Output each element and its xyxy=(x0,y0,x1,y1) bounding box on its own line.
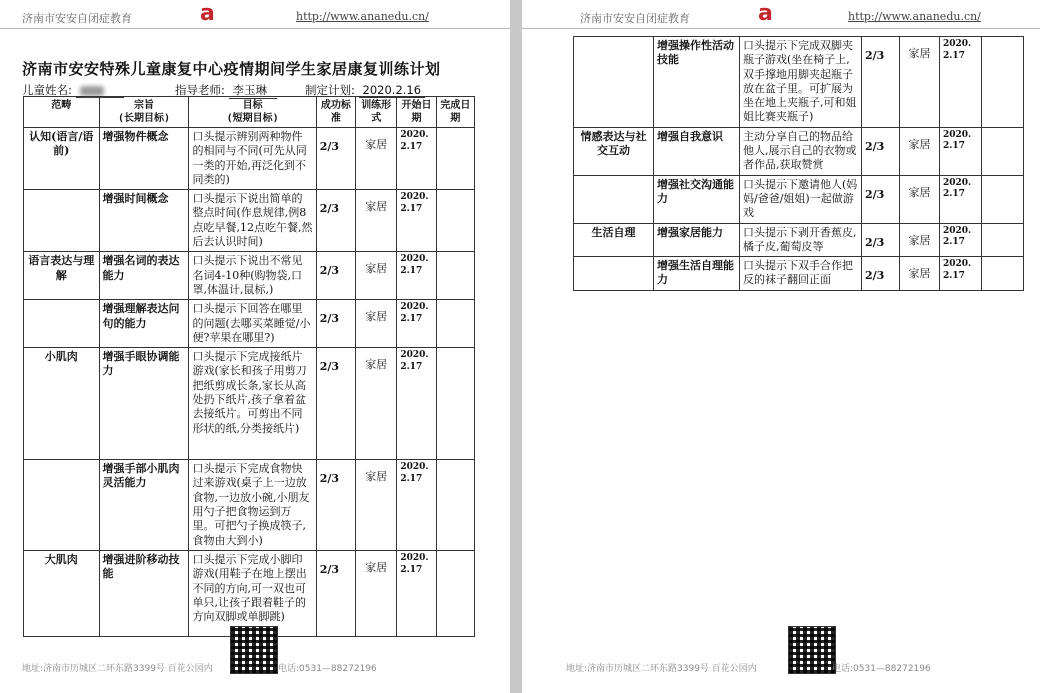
logo-icon: a xyxy=(758,1,773,26)
cell-end-date xyxy=(436,190,474,252)
logo-icon: a xyxy=(200,1,215,26)
cell-success-standard: 2/3 xyxy=(862,37,900,128)
corner-mark xyxy=(486,665,502,681)
cell-domain: 情感表达与社交互动 xyxy=(574,127,654,175)
plan-date-field: 制定计划: 2020.2.16 xyxy=(305,82,425,98)
cell-domain xyxy=(24,190,100,252)
cell-long-term-goal: 增强自我意识 xyxy=(654,127,740,175)
child-name-field: 儿童姓名: xyxy=(22,82,124,98)
cell-training-form: 家居 xyxy=(356,252,397,300)
cell-end-date xyxy=(436,252,474,300)
header-start-date: 开始日期 xyxy=(397,97,436,128)
footer-tel: 电话:0531—88272196 xyxy=(832,664,931,674)
cell-long-term-goal: 增强生活自理能力 xyxy=(654,257,740,291)
training-plan-table xyxy=(23,96,475,637)
header-short-term: 目标 (短期目标) xyxy=(189,97,316,128)
cell-training-form: 家居 xyxy=(900,37,940,128)
table-row xyxy=(574,175,1024,223)
cell-training-form: 家居 xyxy=(356,460,397,551)
teacher-field: 指导老师: 李玉琳 xyxy=(175,82,277,99)
cell-training-form: 家居 xyxy=(356,128,397,190)
cell-short-term-goal: 口头提示下双手合作把反的袜子翻回正面 xyxy=(740,257,862,291)
header-domain: 范畴 xyxy=(24,97,100,128)
qr-code-icon xyxy=(788,626,836,674)
cell-long-term-goal: 增强进阶移动技能 xyxy=(99,550,189,636)
qr-code-icon xyxy=(230,626,278,674)
cell-end-date xyxy=(982,175,1024,223)
training-plan-table-continued xyxy=(573,36,1024,291)
cell-success-standard: 2/3 xyxy=(862,257,900,291)
table-row xyxy=(24,252,475,300)
document-title: 济南市安安特殊儿童康复中心疫情期间学生家居康复训练计划 xyxy=(22,60,441,78)
cell-long-term-goal: 增强社交沟通能力 xyxy=(654,175,740,223)
cell-long-term-goal: 增强物件概念 xyxy=(99,128,189,190)
cell-success-standard: 2/3 xyxy=(316,190,355,252)
cell-domain xyxy=(24,300,100,348)
cell-training-form: 家居 xyxy=(356,300,397,348)
footer-address: 地址:济南市历城区二环东路3399号 百花公园内 xyxy=(22,664,213,674)
cell-start-date: 2020.2.17 xyxy=(940,175,982,223)
cell-short-term-goal: 口头提示下回答在哪里的问题(去哪买菜睡觉/小便?苹果在哪里?) xyxy=(189,300,316,348)
cell-training-form: 家居 xyxy=(356,190,397,252)
cell-training-form: 家居 xyxy=(900,257,940,291)
header-standard: 成功标准 xyxy=(316,97,355,128)
cell-short-term-goal: 口头提示辨别两种物件的相同与不同(可先从同一类的开始,再泛化到不同类的) xyxy=(189,128,316,190)
org-name: 济南市安安自闭症教育 xyxy=(22,12,132,25)
table-row xyxy=(574,127,1024,175)
cell-training-form: 家居 xyxy=(900,127,940,175)
cell-training-form: 家居 xyxy=(900,223,940,257)
cell-end-date xyxy=(982,37,1024,128)
cell-short-term-goal: 口头提示下剥开香蕉皮,橘子皮,葡萄皮等 xyxy=(740,223,862,257)
cell-training-form: 家居 xyxy=(900,175,940,223)
table-row xyxy=(24,460,475,551)
cell-end-date xyxy=(982,223,1024,257)
cell-success-standard: 2/3 xyxy=(316,300,355,348)
document-page-2 xyxy=(522,0,1040,693)
website-link[interactable]: http://www.ananedu.cn/ xyxy=(848,10,981,23)
cell-long-term-goal: 增强操作性活动技能 xyxy=(654,37,740,128)
cell-short-term-goal: 口头提示下完成双脚夹瓶子游戏(坐在椅子上,双手撑地用脚夹起瓶子放在盆子里。可扩展为坐在地上夹瓶子,可和姐姐比赛夹瓶子) xyxy=(740,37,862,128)
cell-success-standard: 2/3 xyxy=(862,127,900,175)
page-footer xyxy=(0,623,510,693)
cell-start-date: 2020.2.17 xyxy=(397,300,436,348)
cell-domain xyxy=(574,37,654,128)
cell-training-form: 家居 xyxy=(356,348,397,460)
cell-short-term-goal: 口头提示下邀请他人(妈妈/爸爸/姐姐)一起做游戏 xyxy=(740,175,862,223)
cell-start-date: 2020.2.17 xyxy=(397,550,436,636)
cell-long-term-goal: 增强手眼协调能力 xyxy=(99,348,189,460)
cell-domain: 生活自理 xyxy=(574,223,654,257)
cell-long-term-goal: 增强时间概念 xyxy=(99,190,189,252)
cell-success-standard: 2/3 xyxy=(316,460,355,551)
document-page-1 xyxy=(0,0,510,693)
table-row xyxy=(24,128,475,190)
org-name: 济南市安安自闭症教育 xyxy=(580,12,690,25)
cell-short-term-goal: 主动分享自己的物品给他人,展示自己的衣物或者作品,获取赞赏 xyxy=(740,127,862,175)
cell-long-term-goal: 增强理解表达问句的能力 xyxy=(99,300,189,348)
footer-address: 地址:济南市历城区二环东路3399号 百花公园内 xyxy=(566,664,757,674)
table-row xyxy=(24,190,475,252)
page-header xyxy=(522,0,1040,29)
website-link[interactable]: http://www.ananedu.cn/ xyxy=(296,10,429,23)
cell-domain: 小肌肉 xyxy=(24,348,100,460)
cell-domain xyxy=(574,175,654,223)
table-row xyxy=(24,348,475,460)
page-gap xyxy=(510,0,522,693)
teacher-name: 李玉琳 xyxy=(229,82,277,99)
cell-long-term-goal: 增强家居能力 xyxy=(654,223,740,257)
table-row xyxy=(574,37,1024,128)
page-footer xyxy=(522,623,1040,693)
table-row xyxy=(574,223,1024,257)
cell-short-term-goal: 口头提示下完成接纸片游戏(家长和孩子用剪刀把纸剪成长条,家长从高处扔下纸片,孩子拿着盆去接纸片。可剪出不同形状的纸,分类接纸片) xyxy=(189,348,316,460)
cell-domain xyxy=(574,257,654,291)
cell-domain: 认知(语言/语前) xyxy=(24,128,100,190)
cell-long-term-goal: 增强名词的表达能力 xyxy=(99,252,189,300)
cell-domain xyxy=(24,460,100,551)
cell-end-date xyxy=(436,460,474,551)
cell-success-standard: 2/3 xyxy=(316,348,355,460)
cell-start-date: 2020.2.17 xyxy=(940,37,982,128)
cell-success-standard: 2/3 xyxy=(316,128,355,190)
table-row xyxy=(574,257,1024,291)
cell-end-date xyxy=(436,300,474,348)
cell-domain: 语言表达与理解 xyxy=(24,252,100,300)
header-end-date: 完成日期 xyxy=(436,97,474,128)
cell-training-form: 家居 xyxy=(356,550,397,636)
cell-start-date: 2020.2.17 xyxy=(397,460,436,551)
cell-start-date: 2020.2.17 xyxy=(940,223,982,257)
cell-start-date: 2020.2.17 xyxy=(397,252,436,300)
cell-domain: 大肌肉 xyxy=(24,550,100,636)
cell-short-term-goal: 口头提示下说出不常见名词4-10种(购物袋,口罩,体温计,鼠标,) xyxy=(189,252,316,300)
cell-short-term-goal: 口头提示下完成食物快过来游戏(桌子上一边放食物,一边放小碗,小朋友用勺子把食物运到万里。可把勺子换成筷子,食物由大到小) xyxy=(189,460,316,551)
cell-start-date: 2020.2.17 xyxy=(940,257,982,291)
cell-short-term-goal: 口头提示下完成小脚印游戏(用鞋子在地上摆出不同的方向,可一双也可单只,让孩子跟着鞋子的方向双脚或单脚跳) xyxy=(189,550,316,636)
header-long-term: 宗旨 (长期目标) xyxy=(99,97,189,128)
cell-start-date: 2020.2.17 xyxy=(940,127,982,175)
cell-short-term-goal: 口头提示下说出简单的整点时间(作息规律,例8点吃早餐,12点吃午餐,然后去认识时间) xyxy=(189,190,316,252)
table-row xyxy=(24,300,475,348)
table-header-row xyxy=(24,97,475,128)
cell-end-date xyxy=(982,257,1024,291)
cell-success-standard: 2/3 xyxy=(862,175,900,223)
cell-success-standard: 2/3 xyxy=(862,223,900,257)
cell-success-standard: 2/3 xyxy=(316,252,355,300)
cell-end-date xyxy=(436,348,474,460)
footer-tel: 电话:0531—88272196 xyxy=(278,664,377,674)
cell-end-date xyxy=(436,128,474,190)
corner-mark xyxy=(994,665,1010,681)
cell-start-date: 2020.2.17 xyxy=(397,128,436,190)
cell-success-standard: 2/3 xyxy=(316,550,355,636)
cell-long-term-goal: 增强手部小肌肉灵活能力 xyxy=(99,460,189,551)
plan-date: 2020.2.16 xyxy=(359,83,426,98)
header-form: 训练形式 xyxy=(356,97,397,128)
cell-end-date xyxy=(982,127,1024,175)
cell-start-date: 2020.2.17 xyxy=(397,190,436,252)
page-header xyxy=(0,0,510,29)
cell-start-date: 2020.2.17 xyxy=(397,348,436,460)
